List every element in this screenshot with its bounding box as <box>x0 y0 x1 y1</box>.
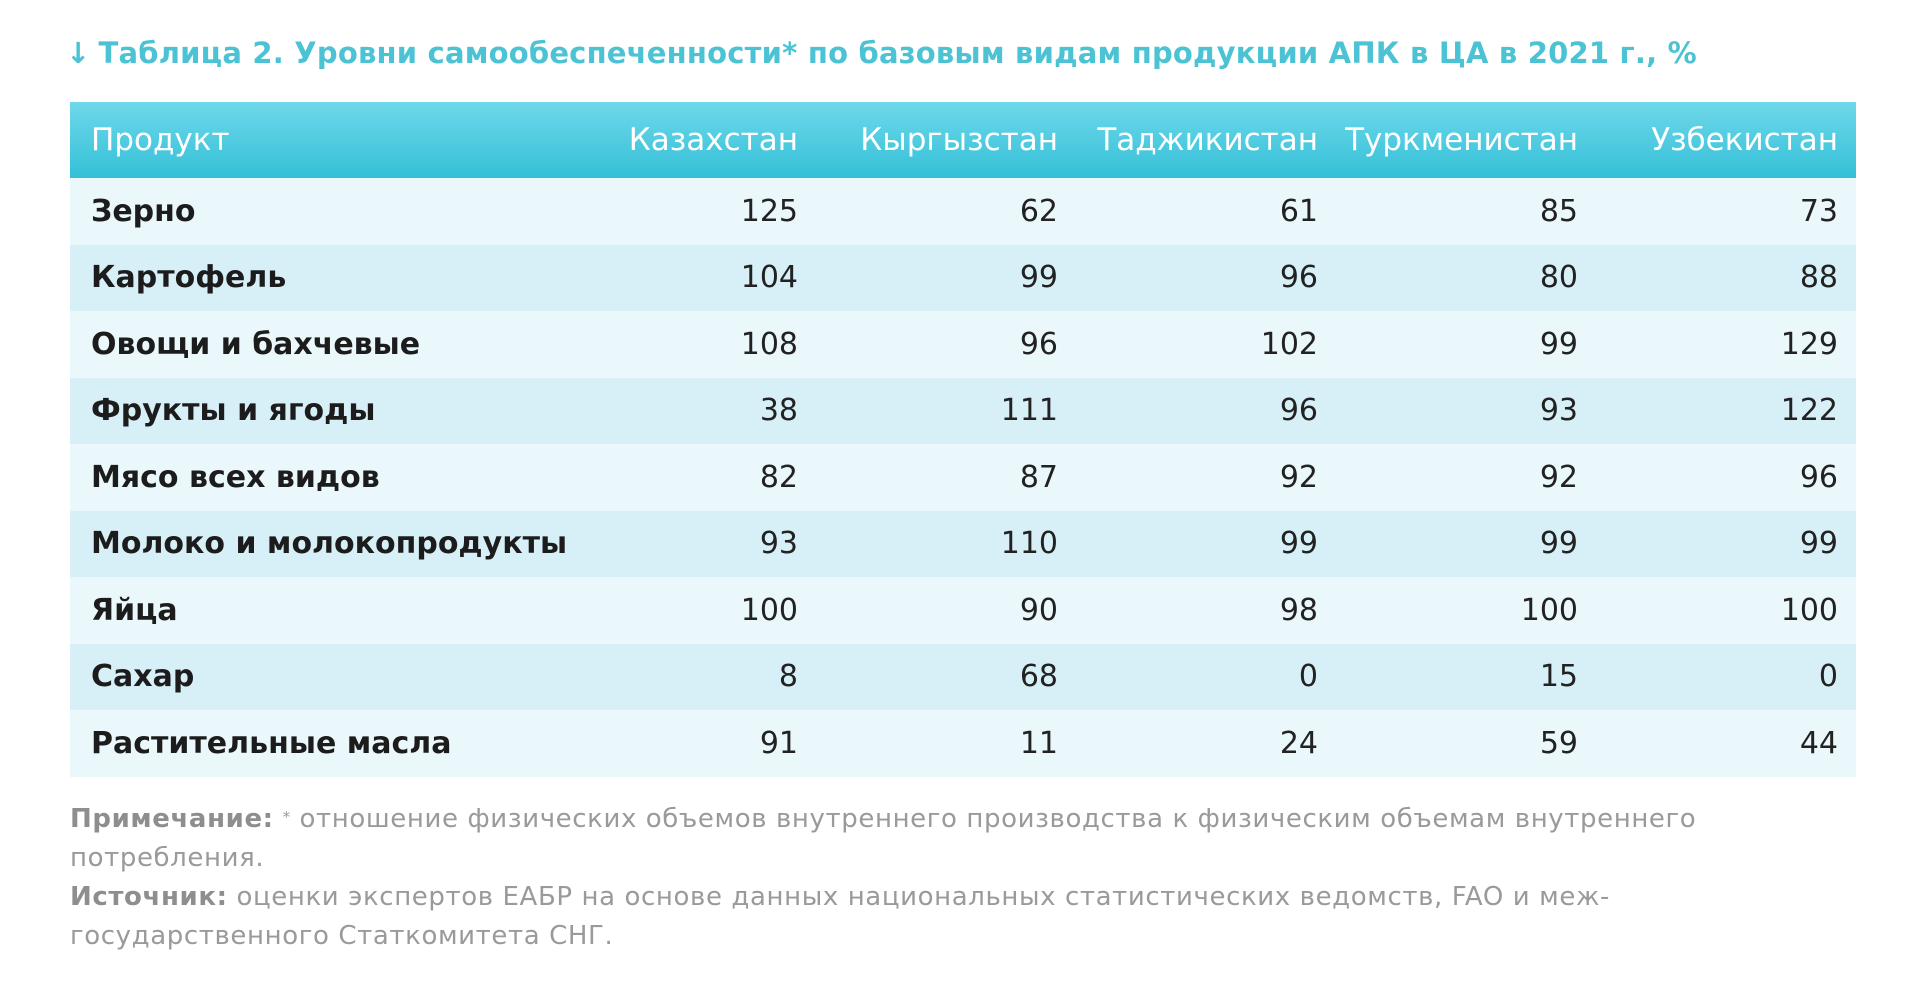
source-label: Источник: <box>70 882 228 912</box>
row-label: Фрукты и ягоды <box>91 393 376 429</box>
table-header-row <box>70 102 1856 178</box>
table-cell: 73 <box>1799 193 1838 229</box>
table-cell: 91 <box>759 725 798 761</box>
table-cell: 108 <box>740 326 798 362</box>
table-cell: 0 <box>1818 659 1838 695</box>
table-cell: 93 <box>759 526 798 562</box>
table-cell: 122 <box>1780 393 1838 429</box>
table-cell: 11 <box>1019 725 1058 761</box>
arrow-down-icon: ↓ <box>66 36 91 70</box>
footnotes <box>70 800 1850 956</box>
table-cell: 61 <box>1279 193 1318 229</box>
table-cell: 99 <box>1799 526 1838 562</box>
table-row <box>70 577 1856 644</box>
note-line <box>70 800 1850 878</box>
row-label: Молоко и молокопродукты <box>91 526 568 562</box>
table-row <box>70 444 1856 511</box>
row-label: Яйца <box>91 592 178 628</box>
table-cell: 98 <box>1279 592 1318 628</box>
row-label: Овощи и бахчевые <box>91 326 421 362</box>
table-cell: 92 <box>1539 459 1578 495</box>
table-row <box>70 511 1856 578</box>
source-line <box>70 878 1850 956</box>
data-table <box>70 102 1856 777</box>
table-cell: 125 <box>740 193 798 229</box>
row-label: Картофель <box>91 260 287 296</box>
table-row <box>70 178 1856 245</box>
table-cell: 102 <box>1260 326 1318 362</box>
header-cell-turkmenistan: Туркменистан <box>1345 122 1578 158</box>
table-cell: 99 <box>1019 260 1058 296</box>
table-cell: 96 <box>1019 326 1058 362</box>
table-cell: 90 <box>1019 592 1058 628</box>
table-cell: 85 <box>1539 193 1578 229</box>
table-cell: 99 <box>1539 326 1578 362</box>
table-cell: 62 <box>1019 193 1058 229</box>
table-cell: 68 <box>1019 659 1058 695</box>
table-row <box>70 245 1856 312</box>
table-cell: 96 <box>1279 260 1318 296</box>
table-cell: 0 <box>1298 659 1318 695</box>
table-cell: 100 <box>740 592 798 628</box>
table-title <box>66 36 1697 70</box>
table-cell: 44 <box>1799 725 1838 761</box>
table-cell: 38 <box>759 393 798 429</box>
table-cell: 88 <box>1799 260 1838 296</box>
row-label: Зерно <box>91 193 196 229</box>
table-cell: 8 <box>778 659 798 695</box>
header-cell-kyrgyzstan: Кыргызстан <box>860 122 1058 158</box>
table-row <box>70 710 1856 777</box>
note-star: * <box>282 808 291 826</box>
table-cell: 15 <box>1539 659 1578 695</box>
note-label: Примечание: <box>70 804 274 834</box>
table-cell: 82 <box>759 459 798 495</box>
row-label: Мясо всех видов <box>91 459 380 495</box>
header-cell-uzbekistan: Узбекистан <box>1651 122 1838 158</box>
table-cell: 99 <box>1539 526 1578 562</box>
table-cell: 104 <box>740 260 798 296</box>
table-title-text: Таблица 2. Уровни самообеспеченности* по базовым видам продукции АПК в ЦА в 2021 г., % <box>98 36 1697 70</box>
table-cell: 99 <box>1279 526 1318 562</box>
table-cell: 96 <box>1799 459 1838 495</box>
note-text: отношение физических объемов внутреннего производства к физическим объемам внутреннего потребления. <box>70 804 1697 873</box>
table-cell: 110 <box>1000 526 1058 562</box>
table-cell: 111 <box>1000 393 1058 429</box>
table-cell: 129 <box>1780 326 1838 362</box>
table-cell: 59 <box>1539 725 1578 761</box>
table-cell: 100 <box>1780 592 1838 628</box>
header-cell-tajikistan: Таджикистан <box>1097 122 1318 158</box>
table-row <box>70 644 1856 711</box>
row-label: Сахар <box>91 659 195 695</box>
table-row <box>70 378 1856 445</box>
header-cell-kazakhstan: Казахстан <box>628 122 798 158</box>
table-cell: 24 <box>1279 725 1318 761</box>
table-cell: 80 <box>1539 260 1578 296</box>
source-text: оценки экспертов ЕАБР на основе данных национальных статистических ведомств, FAO и меж-государственного Статкомитета СНГ. <box>70 882 1610 951</box>
table-cell: 92 <box>1279 459 1318 495</box>
header-cell-product: Продукт <box>91 122 230 158</box>
row-label: Растительные масла <box>91 725 452 761</box>
table-cell: 87 <box>1019 459 1058 495</box>
table-cell: 96 <box>1279 393 1318 429</box>
table-cell: 100 <box>1520 592 1578 628</box>
table-row <box>70 311 1856 378</box>
table-cell: 93 <box>1539 393 1578 429</box>
